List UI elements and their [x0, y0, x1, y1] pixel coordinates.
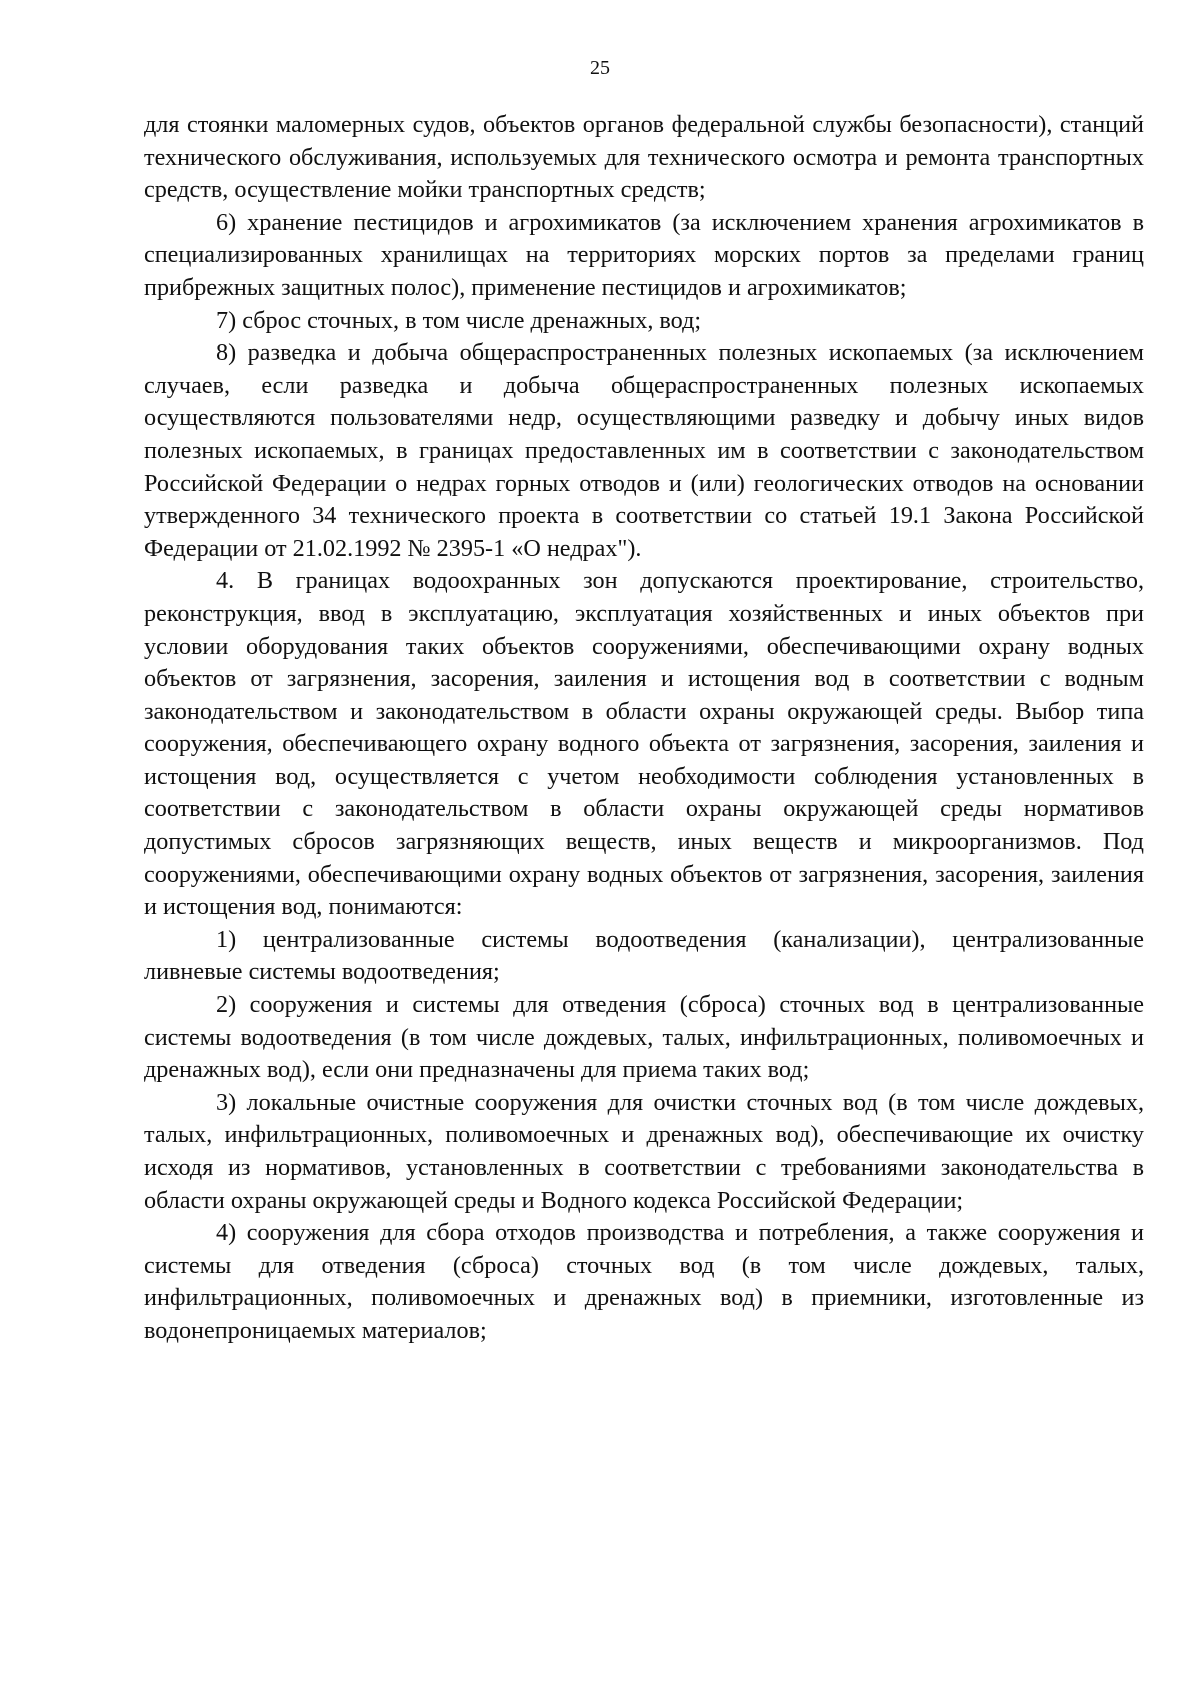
paragraph-subitem-1: 1) централизованные системы водоотведения (канализации), централизованные ливневые системы водоотведения;: [144, 925, 1144, 986]
paragraph-subitem-3: 3) локальные очистные сооружения для очистки сточных вод (в том числе дождевых, талых, инфильтрационных, поливомоечных и дренажных вод), обеспечивающие их очистку исходя из нормативов, установленных в соответствии с требованиями законодательства в области охраны окружающей среды и Водного кодекса Российской Федерации;: [144, 1088, 1144, 1214]
page-number: 25: [590, 57, 610, 79]
paragraph-continuation: для стоянки маломерных судов, объектов органов федеральной службы безопасности), станций технического обслуживания, используемых для технического осмотра и ремонта транспортных средств, осуществление мойки транспортных средств;: [144, 111, 1144, 204]
document-body: [144, 109, 1144, 1348]
paragraph-subitem-2: 2) сооружения и системы для отведения (сброса) сточных вод в централизованные системы водоотведения (в том числе дождевых, талых, инфильтрационных, поливомоечных и дренажных вод), если они предназначены для приема таких вод;: [144, 991, 1144, 1084]
paragraph-item-6: 6) хранение пестицидов и агрохимикатов (за исключением хранения агрохимикатов в специализированных хранилищах на территориях морских портов за пределами границ прибрежных защитных полос), применение пестицидов и агрохимикатов;: [144, 208, 1144, 301]
paragraph-subitem-4: 4) сооружения для сбора отходов производства и потребления, а также сооружения и системы для отведения (сброса) сточных вод (в том числе дождевых, талых, инфильтрационных, поливомоечных и дренажных вод) в приемники, изготовленные из водонепроницаемых материалов;: [144, 1219, 1144, 1344]
paragraph-item-8: 8) разведка и добыча общераспространенных полезных ископаемых (за исключением случаев, если разведка и добыча общераспространенных полезных ископаемых осуществляются пользователями недр, осуществляющими разведку и добычу иных видов полезных ископаемых, в границах предоставленных им в соответствии с законодательством Российской Федерации о недрах горных отводов и (или) геологических отводов на основании утвержденного 34 технического проекта в соответствии со статьей 19.1 Закона Российской Федерации от 21.02.1992 № 2395-1 «О недрах").: [144, 339, 1144, 562]
paragraph-clause-4: 4. В границах водоохранных зон допускаются проектирование, строительство, реконструкция, ввод в эксплуатацию, эксплуатация хозяйственных и иных объектов при условии оборудования таких объектов сооружениями, обеспечивающими охрану водных объектов от загрязнения, засорения, заиления и истощения вод в соответствии с водным законодательством и законодательством в области охраны окружающей среды. Выбор типа сооружения, обеспечивающего охрану водного объекта от загрязнения, засорения, заиления и истощения вод, осуществляется с учетом необходимости соблюдения установленных в соответствии с законодательством в области охраны окружающей среды нормативов допустимых сбросов загрязняющих веществ, иных веществ и микроорганизмов. Под сооружениями, обеспечивающими охрану водных объектов от загрязнения, засорения, заиления и истощения вод, понимаются:: [144, 567, 1144, 921]
paragraph-item-7: 7) сброс сточных, в том числе дренажных, вод;: [216, 306, 702, 334]
